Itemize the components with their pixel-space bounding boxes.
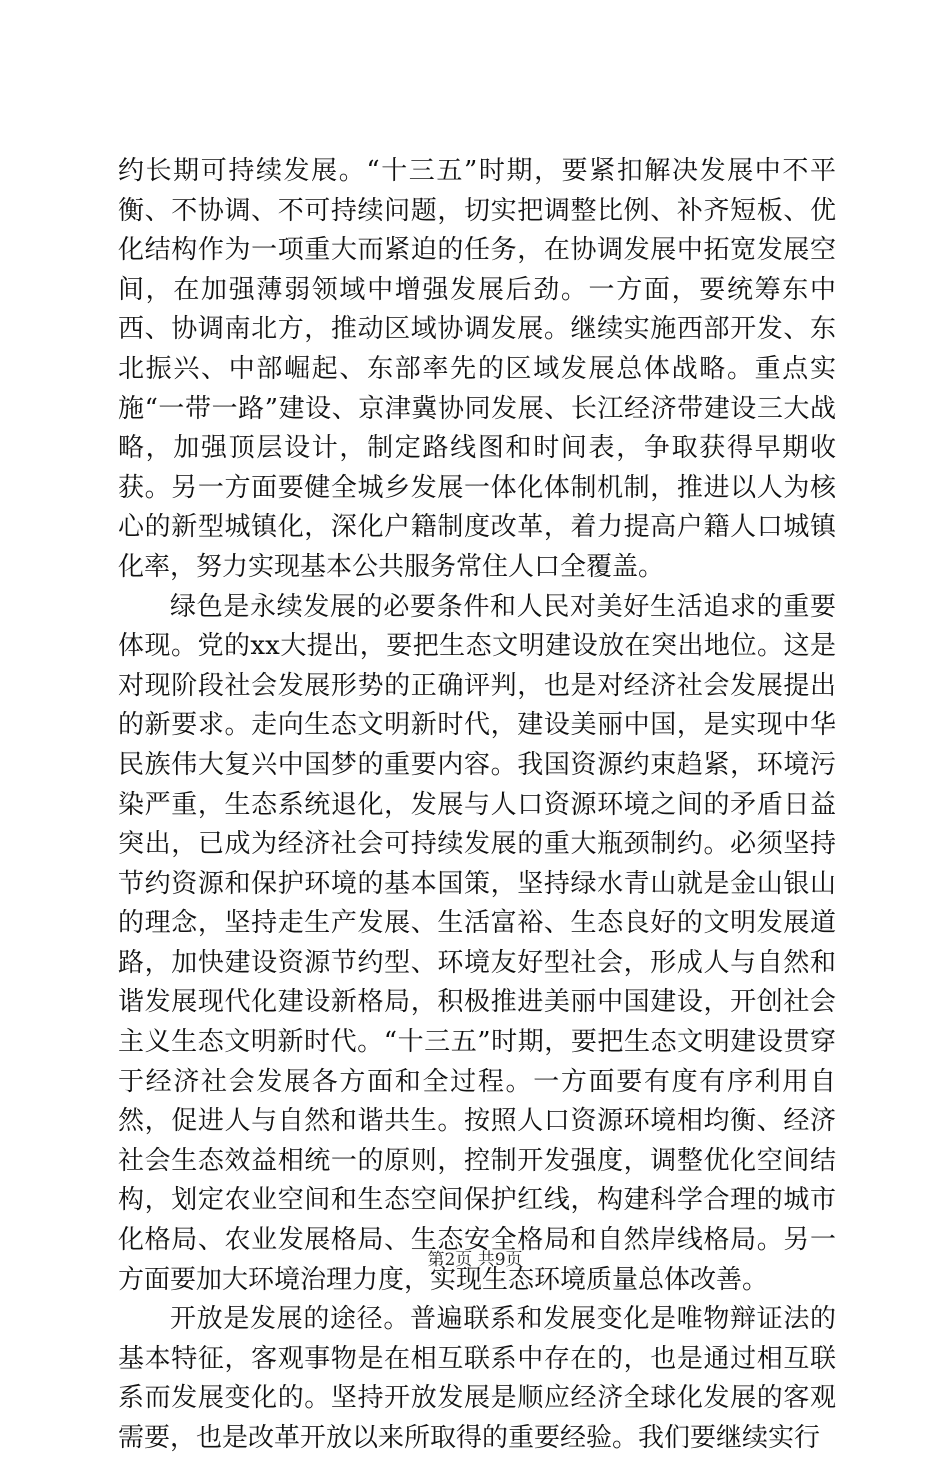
paragraph-continued: 约长期可持续发展。“十三五”时期，要紧扣解决发展中不平衡、不协调、不可持续问题，切实把调整比例、补齐短板、优化结构作为一项重大而紧迫的任务，在协调发展中拓宽发展空间，在加强薄弱领域中增强发展后劲。一方面，要统筹东中西、协调南北方，推动区域协调发展。继续实施西部开发、东北振兴、中部崛起、东部率先的区域发展总体战略。重点实施“一带一路”建设、京津冀协同发展、长江经济带建设三大战略，加强顶层设计，制定路线图和时间表，争取获得早期收获。另一方面要健全城乡发展一体化体制机制，推进以人为核心的新型城镇化，深化户籍制度改革，着力提高户籍人口城镇化率，努力实现基本公共服务常住人口全覆盖。 (118, 156, 836, 582)
page-number: 第2页 共9页 (427, 1250, 523, 1270)
paragraph-green-development: 绿色是永续发展的必要条件和人民对美好生活追求的重要体现。党的xx大提出，要把生态文明建设放在突出地位。这是对现阶段社会发展形势的正确评判，也是对经济社会发展提出的新要求。走向生态文明新时代，建设美丽中国，是实现中华民族伟大复兴中国梦的重要内容。我国资源约束趋紧，环境污染严重，生态系统退化，发展与人口资源环境之间的矛盾日益突出，已成为经济社会可持续发展的重大瓶颈制约。必须坚持节约资源和保护环境的基本国策，坚持绿水青山就是金山银山的理念，坚持走生产发展、生活富裕、生态良好的文明发展道路，加快建设资源节约型、环境友好型社会，形成人与自然和谐发展现代化建设新格局，积极推进美丽中国建设，开创社会主义生态文明新时代。“十三五”时期，要把生态文明建设贯穿于经济社会发展各方面和全过程。一方面要有度有序利用自然，促进人与自然和谐共生。按照人口资源环境相均衡、经济社会生态效益相统一的原则，控制开发强度，调整优化空间结构，划定农业空间和生态空间保护红线，构建科学合理的城市化格局、农业发展格局、生态安全格局和自然岸线格局。另一方面要加大环境治理力度，实现生态环境质量总体改善。 (118, 591, 836, 1295)
page-footer (0, 1245, 950, 1270)
paragraph-open-development: 开放是发展的途径。普遍联系和发展变化是唯物辩证法的基本特征，客观事物是在相互联系中存在的，也是通过相互联系而发展变化的。坚持开放发展是顺应经济全球化发展的客观需要，也是改革开放以来所取得的重要经验。我们要继续实行 (118, 1304, 836, 1453)
